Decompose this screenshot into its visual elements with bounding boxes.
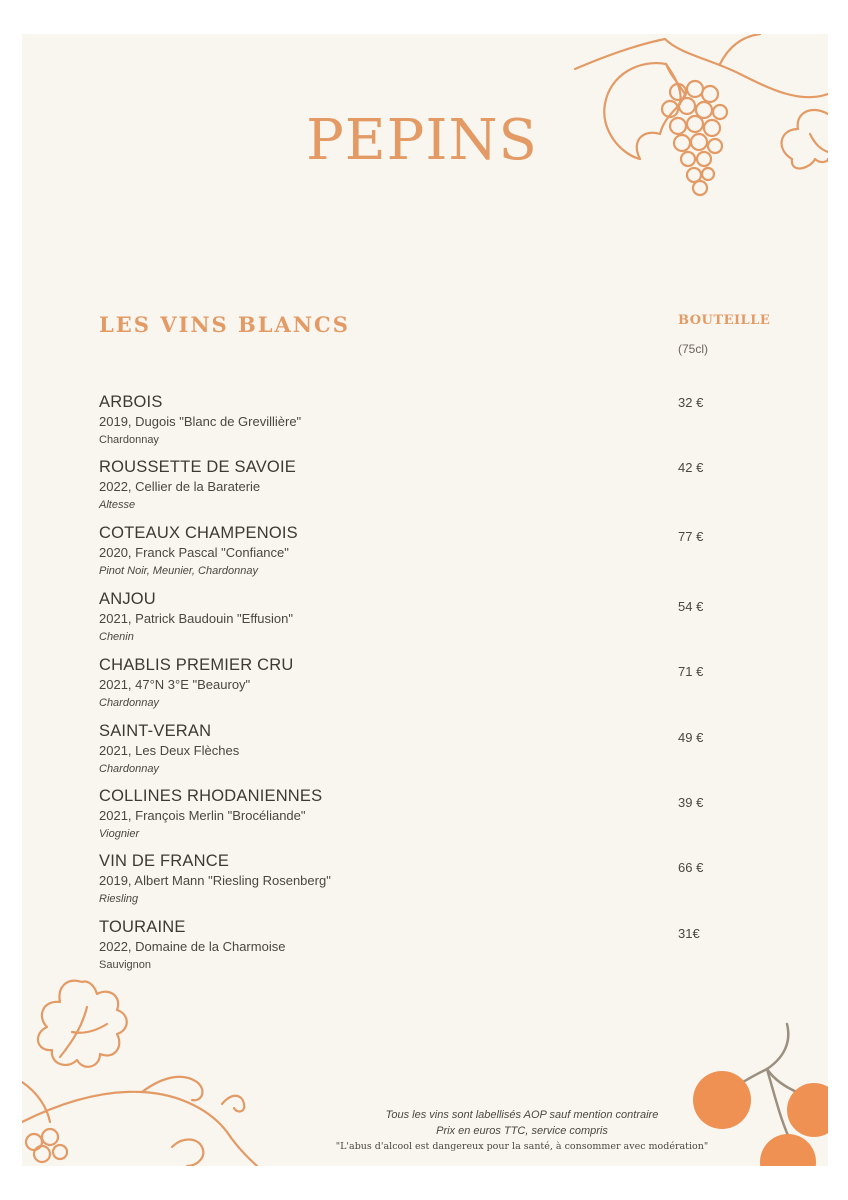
wine-item [99, 787, 659, 842]
wine-grape: Pinot Noir, Meunier, Chardonnay [99, 565, 258, 577]
wine-grape: Sauvignon [99, 959, 151, 971]
wine-name: COLLINES RHODANIENNES [99, 787, 323, 805]
wine-name: CHABLIS PREMIER CRU [99, 656, 294, 674]
bottle-column-volume: (75cl) [678, 342, 709, 356]
wine-item [99, 393, 659, 448]
wine-item [99, 918, 659, 973]
wine-detail: 2020, Franck Pascal "Confiance" [99, 545, 289, 560]
wine-price: 31€ [678, 926, 700, 941]
wine-name: COTEAUX CHAMPENOIS [99, 524, 298, 542]
wine-price: 39 € [678, 795, 704, 810]
wine-detail: 2022, Cellier de la Baraterie [99, 479, 261, 494]
wine-name: SAINT-VERAN [99, 722, 212, 740]
wine-grape: Chardonnay [99, 434, 159, 446]
vine-leaf-icon [22, 972, 272, 1166]
menu-page [22, 34, 828, 1166]
bottle-column-header: BOUTEILLE [678, 313, 771, 328]
wine-detail: 2019, Dugois "Blanc de Grevillière" [99, 414, 302, 429]
wine-name: ROUSSETTE DE SAVOIE [99, 458, 296, 476]
wine-item [99, 458, 659, 513]
wine-price: 77 € [678, 529, 704, 544]
wine-detail: 2021, François Merlin "Brocéliande" [99, 808, 306, 823]
footer-price-note: Prix en euros TTC, service compris [436, 1125, 608, 1137]
wine-detail: 2022, Domaine de la Charmoise [99, 939, 286, 954]
wine-detail: 2021, Patrick Baudouin "Effusion" [99, 611, 294, 626]
wine-detail: 2019, Albert Mann "Riesling Rosenberg" [99, 873, 331, 888]
wine-name: ARBOIS [99, 393, 163, 411]
wine-name: ANJOU [99, 590, 156, 608]
wine-grape: Viognier [99, 828, 140, 840]
wine-price: 54 € [678, 599, 704, 614]
page-title-text: PEPINS [306, 108, 538, 173]
wine-detail: 2021, 47°N 3°E "Beauroy" [99, 677, 251, 692]
wine-grape: Chenin [99, 631, 134, 643]
wine-price: 66 € [678, 860, 704, 875]
wine-detail: 2021, Les Deux Flèches [99, 743, 240, 758]
wine-name: VIN DE FRANCE [99, 852, 230, 870]
wine-grape: Chardonnay [99, 697, 159, 709]
wine-price: 71 € [678, 664, 704, 679]
wine-item [99, 656, 659, 711]
wine-grape: Altesse [99, 499, 136, 511]
wine-item [99, 590, 659, 645]
wine-item [99, 524, 659, 579]
wine-item [99, 722, 659, 777]
wine-grape: Chardonnay [99, 763, 159, 775]
footer-aop-note: Tous les vins sont labellisés AOP sauf mention contraire [385, 1109, 659, 1121]
wine-item [99, 852, 659, 907]
footer-alcohol-warning: "L'abus d'alcool est dangereux pour la santé, à consommer avec modération" [335, 1141, 709, 1152]
wine-price: 42 € [678, 460, 704, 475]
wine-price: 49 € [678, 730, 704, 745]
page-title [22, 108, 828, 173]
wine-name: TOURAINE [99, 918, 186, 936]
menu-footer [322, 1107, 722, 1155]
wine-grape: Riesling [99, 893, 139, 905]
section-title: LES VINS BLANCS [99, 312, 350, 337]
wine-price: 32 € [678, 395, 704, 410]
